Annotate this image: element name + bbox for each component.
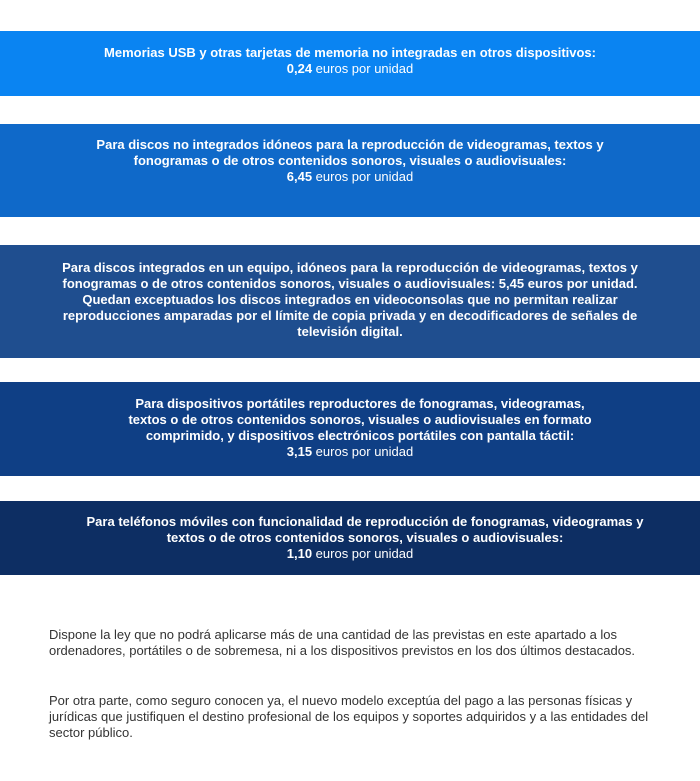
body-paragraph-exemptions: Por otra parte, como seguro conocen ya, el nuevo modelo exceptúa del pago a las personas físicas y jurídicas que justifiquen el destino profesional de los equipos y soportes adquiridos y a las entidades del sector público.	[49, 693, 649, 740]
price-unit: euros por unidad	[312, 546, 414, 561]
band-heading: Para dispositivos portátiles reproductores de fonogramas, videogramas, textos o de otros contenidos sonoros, visuales o audiovisuales en formato comprimido, y dispositivos electrónicos portátiles con pantalla táctil:	[128, 396, 592, 443]
band-price	[0, 169, 700, 185]
price-value: 0,24	[286, 61, 313, 76]
levy-band-portable-devices	[0, 382, 700, 476]
levy-band-usb-memory	[0, 31, 700, 96]
band-heading: Para discos integrados en un equipo, idóneos para la reproducción de videogramas, textos y fonogramas o de otros contenidos sonoros, visuales o audiovisuales: 5,45 euros por unidad. Quedan exceptuados los discos integrados en videoconsolas que no permitan realizar reproducciones amparadas por el límite de copia privada y en decodificadores de señales de televisión digital.	[62, 260, 638, 339]
band-heading: Para discos no integrados idóneos para la reproducción de videogramas, textos y fonogramas o de otros contenidos sonoros, visuales o audiovisuales:	[96, 137, 604, 168]
price-value: 3,15	[286, 444, 313, 459]
price-value: 6,45	[286, 169, 313, 184]
band-heading: Para teléfonos móviles con funcionalidad de reproducción de fonogramas, videogramas y textos o de otros contenidos sonoros, visuales o audiovisuales:	[86, 514, 644, 545]
band-price	[0, 61, 700, 77]
price-unit: euros por unidad	[312, 169, 414, 184]
levy-band-integrated-discs	[0, 245, 700, 358]
price-value: 1,10	[286, 546, 313, 561]
body-paragraph-limit: Dispone la ley que no podrá aplicarse más de una cantidad de las previstas en este apartado a los ordenadores, portátiles o de sobremesa, ni a los dispositivos previstos en los dos últimos destacados.	[49, 627, 636, 658]
price-unit: euros por unidad	[312, 444, 414, 459]
price-unit: euros por unidad	[312, 61, 414, 76]
band-heading: Memorias USB y otras tarjetas de memoria no integradas en otros dispositivos:	[104, 45, 596, 60]
band-price	[0, 546, 700, 562]
levy-band-mobile-phones	[0, 501, 700, 575]
band-price	[0, 444, 700, 460]
levy-band-external-discs	[0, 124, 700, 217]
